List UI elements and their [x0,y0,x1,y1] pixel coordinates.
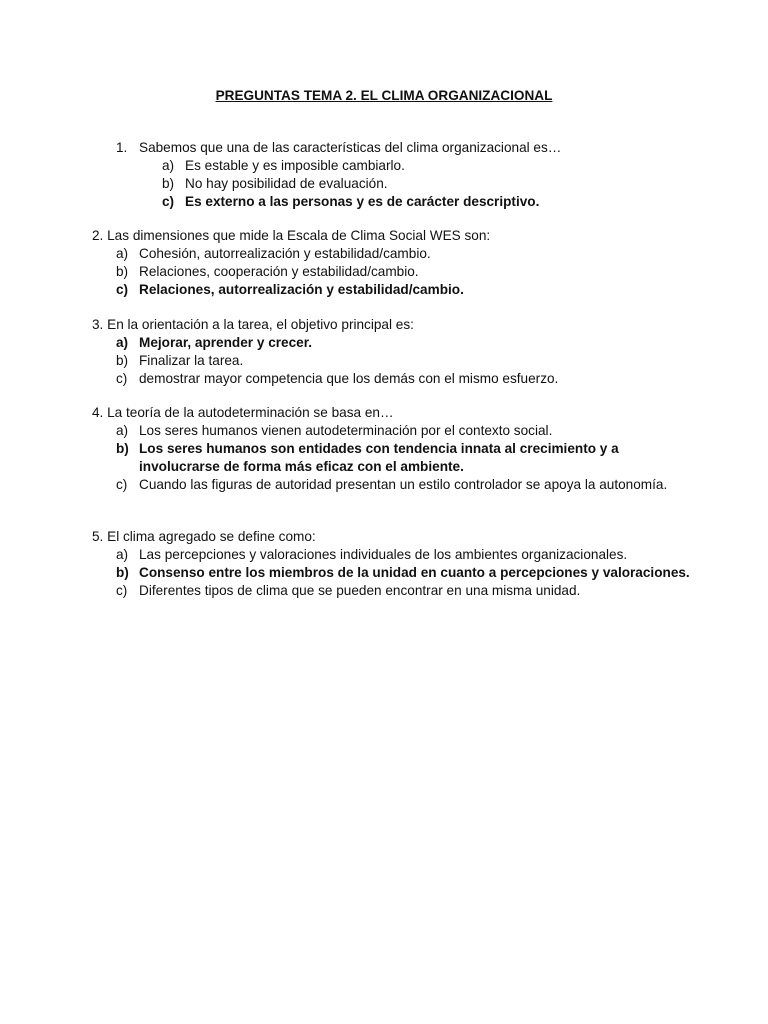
option-letter: b) [116,565,129,580]
option-a-correct [92,334,692,352]
question-text: El clima agregado se define como: [107,529,316,544]
question-number: 3. [92,317,104,332]
option-text: Relaciones, autorrealización y estabilidad/cambio. [139,282,464,297]
option-a [92,422,692,440]
option-a [92,245,692,263]
option-letter: c) [116,583,128,598]
option-b-correct [92,564,692,582]
option-text: Es estable y es imposible cambiarlo. [185,158,405,173]
question-1 [92,139,692,211]
option-a [92,157,692,175]
question-text: Sabemos que una de las características del clima organizacional es… [139,140,562,155]
question-5 [92,528,692,600]
option-text: Diferentes tipos de clima que se pueden encontrar en una misma unidad. [139,583,581,598]
question-text: La teoría de la autodeterminación se basa en… [107,405,394,420]
option-text: Las percepciones y valoraciones individuales de los ambientes organizacionales. [139,547,628,562]
option-text: Cuando las figuras de autoridad presentan un estilo controlador se apoya la autonomía. [139,477,668,492]
option-c [92,476,692,494]
option-c-correct [92,193,692,211]
option-letter: b) [162,176,175,191]
option-text: Relaciones, cooperación y estabilidad/cambio. [139,264,419,279]
question-stem [92,139,692,157]
option-letter: a) [162,158,175,173]
question-number: 2. [92,228,104,243]
option-letter: a) [116,335,129,350]
option-text: Los seres humanos son entidades con tendencia innata al crecimiento y a involucrarse de forma más eficaz con el ambiente. [139,441,619,474]
question-stem [92,404,692,422]
option-text: Cohesión, autorrealización y estabilidad/cambio. [139,246,431,261]
document-title: PREGUNTAS TEMA 2. EL CLIMA ORGANIZACIONAL [215,88,553,103]
option-b [92,352,692,370]
option-text: Consenso entre los miembros de la unidad en cuanto a percepciones y valoraciones. [139,565,690,580]
question-3 [92,316,692,388]
option-text: Finalizar la tarea. [139,353,244,368]
option-letter: c) [162,194,175,209]
option-a [92,546,692,564]
option-letter: c) [116,282,129,297]
option-letter: c) [116,477,128,492]
question-number: 1. [116,140,128,155]
option-letter: b) [116,353,129,368]
option-c [92,370,692,388]
option-c [92,582,692,600]
option-text: Los seres humanos vienen autodeterminación por el contexto social. [139,423,553,438]
option-letter: a) [116,423,129,438]
option-c-correct [92,281,692,299]
option-b-correct [92,440,692,476]
option-letter: a) [116,246,129,261]
question-stem [92,227,692,245]
option-text: demostrar mayor competencia que los demás con el mismo esfuerzo. [139,371,559,386]
question-2 [92,227,692,299]
question-text: Las dimensiones que mide la Escala de Clima Social WES son: [107,228,491,243]
option-letter: c) [116,371,128,386]
option-text: No hay posibilidad de evaluación. [185,176,388,191]
option-b [92,263,692,281]
question-4 [92,404,692,494]
option-text: Mejorar, aprender y crecer. [139,335,313,350]
question-stem [92,316,692,334]
option-text: Es externo a las personas y es de carácter descriptivo. [185,194,540,209]
option-b [92,175,692,193]
option-letter: b) [116,441,129,456]
question-text: En la orientación a la tarea, el objetivo principal es: [107,317,414,332]
question-number: 5. [92,529,104,544]
option-letter: a) [116,547,129,562]
question-stem [92,528,692,546]
option-letter: b) [116,264,129,279]
question-number: 4. [92,405,104,420]
